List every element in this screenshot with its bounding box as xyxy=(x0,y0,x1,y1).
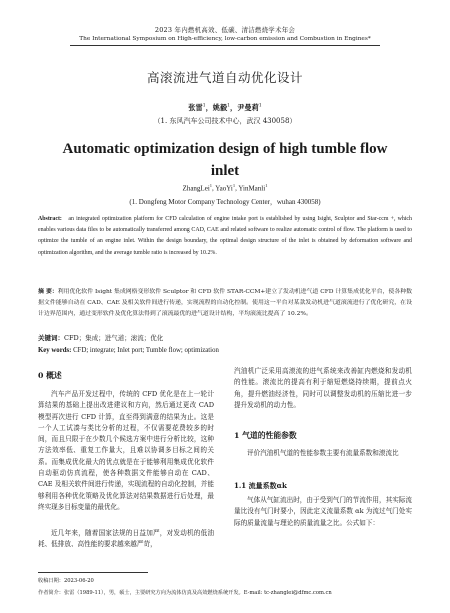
section-1-paragraph: 评价汽油机气道的性能参数主要有流量系数和滚流比 xyxy=(247,449,399,457)
author-cn-1: 张雷 xyxy=(188,103,203,112)
affiliation-en: (1. Dongfeng Motor Company Technology Center，wuhan 430058) xyxy=(129,198,321,206)
section-0-paragraph-2: 近几年来，随着国家法规的日益加严，对发动机的低油耗、低排放、高性能的要求越来越严苛， xyxy=(38,529,214,549)
author-cn-2: 姚毅 xyxy=(212,103,228,112)
footnote-received: 收稿日期：2023-06-20 xyxy=(38,578,94,584)
authors-cn: 张雷$^1$，姚毅$^1$，尹曼莉$^1$ xyxy=(188,103,262,112)
author-cn-2-affil: 1 xyxy=(227,103,231,109)
conference-header-en: The International Symposium on High-efficiency, low-carbon emission and Combustion in Engines* xyxy=(79,36,371,42)
footnote-author-info: 作者简介：张雷（1989-11），男，硕士，主要研究方向为流体仿真及高效燃烧系统开发。E-mail: tc-zhanglei@dfmc.com.cn xyxy=(38,590,332,596)
author-en-2: YaoYi xyxy=(215,184,233,193)
section-1-1-heading: 1.1 流量系数αk xyxy=(234,481,287,490)
right-paragraph-continued: 汽油机广泛采用高滚流的进气系统来改善缸内燃烧和发动机的性能。滚流比的提高有利于缩短燃烧持续期，提前点火角，提升燃油经济性，同时可以调整发动机的压缩比进一步提升发动机的动力性。 xyxy=(234,367,412,409)
abstract-en xyxy=(38,214,412,259)
author-en-3-affil: 1 xyxy=(265,183,268,188)
keywords-cn-label: 关键词： xyxy=(38,334,64,342)
title-en xyxy=(0,138,450,182)
header-rule xyxy=(70,45,380,46)
section-1-1-paragraph: 气体从气缸流出时，由于受到气门的节流作用，其实际流量比没有气门时要小，因此定义流量系数 αk 为流过气门处实际的质量流量与理论的质量流量之比。公式如下： xyxy=(234,496,412,527)
abstract-en-label: Abstract: xyxy=(38,216,62,222)
author-cn-3: 尹曼莉 xyxy=(237,103,259,112)
keywords-cn xyxy=(38,333,412,342)
keywords-en xyxy=(38,347,412,354)
abstract-cn-text: 利用优化软件 Isight 集成网格变形软件 Sculptor 和 CFD 软件 STAR-CCM+建立了发动机进气道 CFD 计算集成优化平台，使各种数据文件能够自动在 CAD、CAE 及相关软件间进行传递，实现流程的自动化控制。使用这一平台对某款发动机进气道滚流进行了优化研究，在设计边界范围内，通过变形软件及优化算法得到了滚流最优的进气道设计结构，平均滚流比提高了 10.2%。 xyxy=(38,289,412,318)
title-cn: 高滚流进气道自动优化设计 xyxy=(146,70,303,85)
author-en-3: YinManli xyxy=(238,184,266,193)
title-en-line2: inlet xyxy=(210,163,240,179)
keywords-cn-text: CFD；集成；进气道；滚流；优化 xyxy=(64,334,164,342)
section-0-heading: 0 概述 xyxy=(38,371,62,380)
title-en-line1: Automatic optimization design of high tumble flow xyxy=(62,141,388,157)
footnote-rule xyxy=(38,572,148,573)
abstract-cn xyxy=(38,286,412,321)
conference-header-cn: 2023 年内燃机高效、低碳、清洁燃烧学术年会 xyxy=(154,26,296,34)
abstract-cn-label: 摘 要： xyxy=(38,288,58,295)
author-cn-1-affil: 1 xyxy=(202,103,206,109)
keywords-en-text: CFD; integrate; Inlet port; Tumble flow; optimization xyxy=(73,347,219,354)
author-cn-3-affil: 1 xyxy=(258,103,262,109)
affiliation-cn: （1. 东风汽车公司技术中心，武汉 430058） xyxy=(153,117,297,125)
author-en-1-affil: 1 xyxy=(209,183,213,188)
keywords-en-label: Key words: xyxy=(38,347,72,354)
author-en-2-affil: 1 xyxy=(232,183,236,188)
section-1-heading: 1 气道的性能参数 xyxy=(234,431,297,440)
author-en-1: ZhangLei xyxy=(182,184,210,193)
abstract-en-text: an integrated optimization platform for CFD calculation of engine intake port is established by using Isight, Sculptor and Star-ccm +, which enables various data files to be automatically transferred among CAD, CAE and related software to realize automatic control of flow. The platform is used to optimize the tumble of an engine inlet. Within the design boundary, the optimal design structure of the inlet is obtained by deformation software and optimization algorithm, and the average tumble ratio is increased by 10.2%. xyxy=(38,216,412,256)
section-0-paragraph-1: 汽车产品开发过程中，传统的 CFD 优化是在上一轮计算结果的基础上提出改进建议和方向，然后通过更改 CAD 模型再次进行 CFD 计算，直至得到满意的结果为止。这是一个人工试凑与类比分析的过程，不仅需要花费较多的时间，而且只限于在少数几个候选方案中进行分析比较，这种方法效率低、重复工作量大，且难以协调多目标之间的关系。而集成优化最大的优点就是在于能够利用集成优化软件自动驱动仿真流程，使各种数据文件能够自动在 CAD、CAE 及相关软件间进行传递，实现流程的自动化控制，并能够利用各种优化策略及优化算法对结果数据进行后处理，最终实现多目标变量的最优化。 xyxy=(38,390,214,511)
authors-en: ZhangLei$^1$, YaoYi$^1$, YinManli$^1$ xyxy=(182,183,268,193)
